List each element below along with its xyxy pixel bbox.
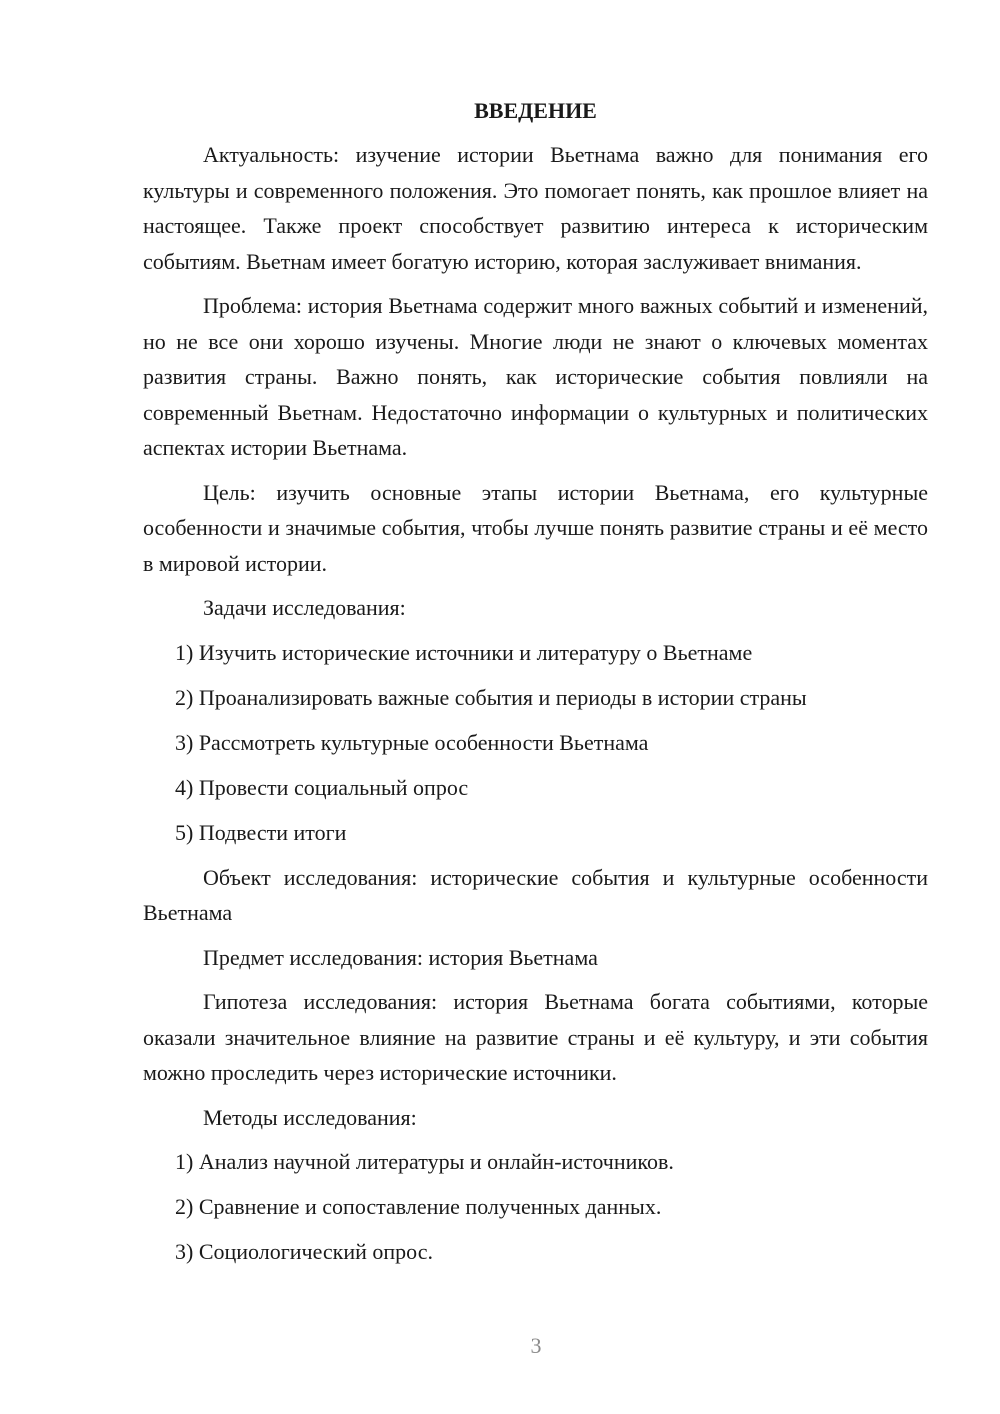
hypothesis-paragraph: Гипотеза исследования: история Вьетнама богата событиями, которые оказали значительное влияние на развитие страны и её культуру, и эти события можно проследить через исторические источники. (143, 989, 928, 1085)
object-paragraph: Объект исследования: исторические события и культурные особенности Вьетнама (143, 864, 928, 925)
goal-paragraph: Цель: изучить основные этапы истории Вьетнама, его культурные особенности и значимые события, чтобы лучше понять развитие страны и её место в мировой истории. (143, 479, 928, 576)
problem-paragraph: Проблема: история Вьетнама содержит много важных событий и изменений, но не все они хорошо изучены. Многие люди не знают о ключевых моментах развития страны. Важно понять, как исторические события повлияли на современный Вьетнам. Недостаточно информации о культурных и политических аспектах истории Вьетнама. (143, 293, 928, 460)
page-number: 3 (530, 1333, 542, 1358)
relevance-paragraph: Актуальность: изучение истории Вьетнама важно для понимания его культуры и современного положения. Это помогает понять, как прошлое влияет на настоящее. Также проект способствует развитию интереса к историческим событиям. Вьетнам имеет богатую историю, которая заслуживает внимания. (143, 142, 928, 274)
task-item: 4) Провести социальный опрос (175, 774, 469, 800)
task-item: 3) Рассмотреть культурные особенности Вьетнама (175, 729, 649, 755)
subject-paragraph: Предмет исследования: история Вьетнама (203, 944, 598, 970)
task-item: 1) Изучить исторические источники и литературу о Вьетнаме (175, 639, 753, 665)
document-page (143, 96, 928, 1279)
tasks-heading: Задачи исследования: (203, 595, 406, 620)
task-item: 2) Проанализировать важные события и периоды в истории страны (175, 684, 807, 710)
method-item: 1) Анализ научной литературы и онлайн-источников. (175, 1149, 674, 1174)
method-item: 3) Социологический опрос. (175, 1239, 433, 1264)
task-item: 5) Подвести итоги (175, 819, 347, 845)
section-title: ВВЕДЕНИЕ (474, 98, 597, 123)
methods-heading: Методы исследования: (203, 1104, 417, 1130)
method-item: 2) Сравнение и сопоставление полученных данных. (175, 1194, 662, 1219)
